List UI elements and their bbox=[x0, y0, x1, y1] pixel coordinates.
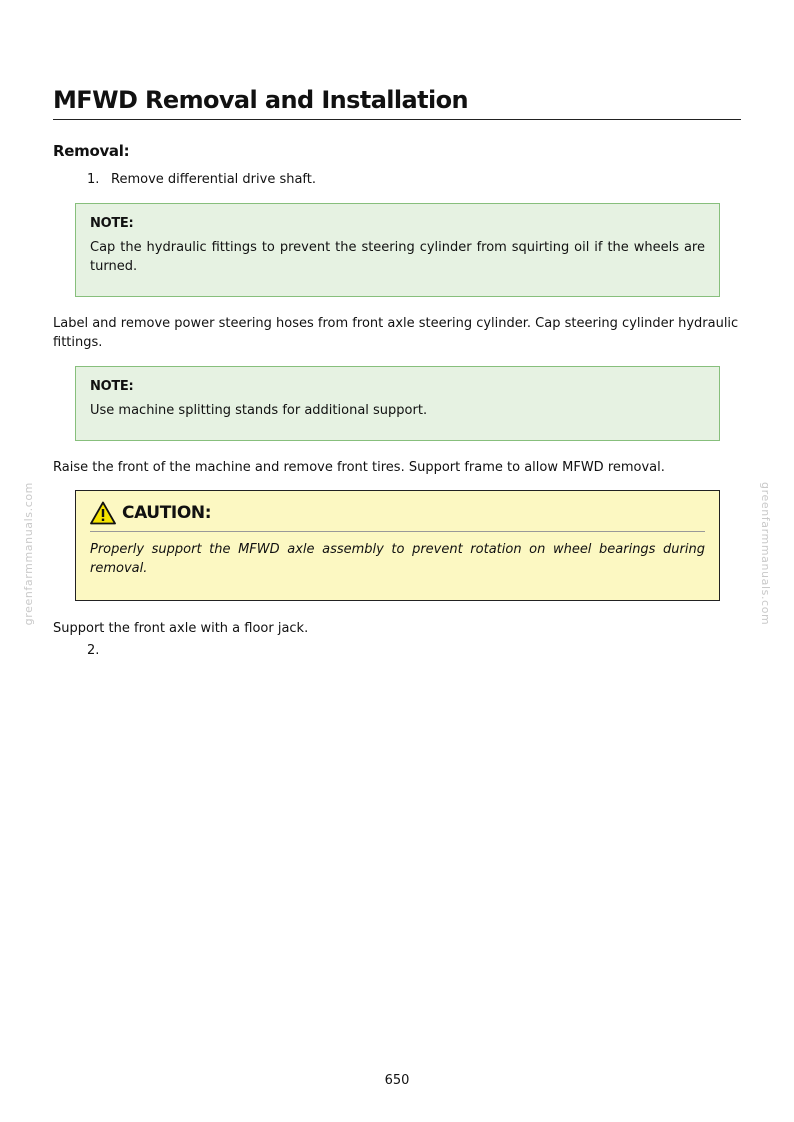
watermark-right: greenfarmmanuals.com bbox=[759, 482, 772, 626]
note-text: Cap the hydraulic fittings to prevent the steering cylinder from squirting oil if the wheels are turned. bbox=[90, 240, 705, 274]
caution-label: CAUTION: bbox=[122, 503, 212, 523]
step-number: 2. bbox=[87, 643, 100, 658]
step-2 bbox=[87, 643, 111, 658]
instruction-paragraph: Support the front axle with a floor jack. bbox=[53, 621, 309, 636]
step-number: 1. bbox=[87, 172, 100, 187]
page-title: MFWD Removal and Installation bbox=[53, 86, 741, 120]
section-heading: Removal: bbox=[53, 142, 130, 160]
caution-box bbox=[75, 490, 720, 601]
page-number: 650 bbox=[384, 1073, 410, 1088]
note-label: NOTE: bbox=[90, 379, 134, 394]
note-label: NOTE: bbox=[90, 216, 134, 231]
watermark-left: greenfarmmanuals.com bbox=[22, 482, 35, 626]
note-text: Use machine splitting stands for additional support. bbox=[90, 403, 428, 418]
note-box bbox=[75, 203, 720, 297]
note-box bbox=[75, 366, 720, 441]
step-1 bbox=[87, 172, 316, 187]
instruction-paragraph: Label and remove power steering hoses from front axle steering cylinder. Cap steering cylinder hydraulic fittings. bbox=[53, 316, 739, 350]
warning-triangle-icon bbox=[90, 501, 116, 525]
step-text: Remove differential drive shaft. bbox=[111, 172, 317, 187]
caution-header bbox=[90, 501, 705, 532]
caution-text: Properly support the MFWD axle assembly to prevent rotation on wheel bearings during removal. bbox=[90, 542, 705, 576]
instruction-paragraph: Raise the front of the machine and remove front tires. Support frame to allow MFWD removal. bbox=[53, 460, 665, 475]
